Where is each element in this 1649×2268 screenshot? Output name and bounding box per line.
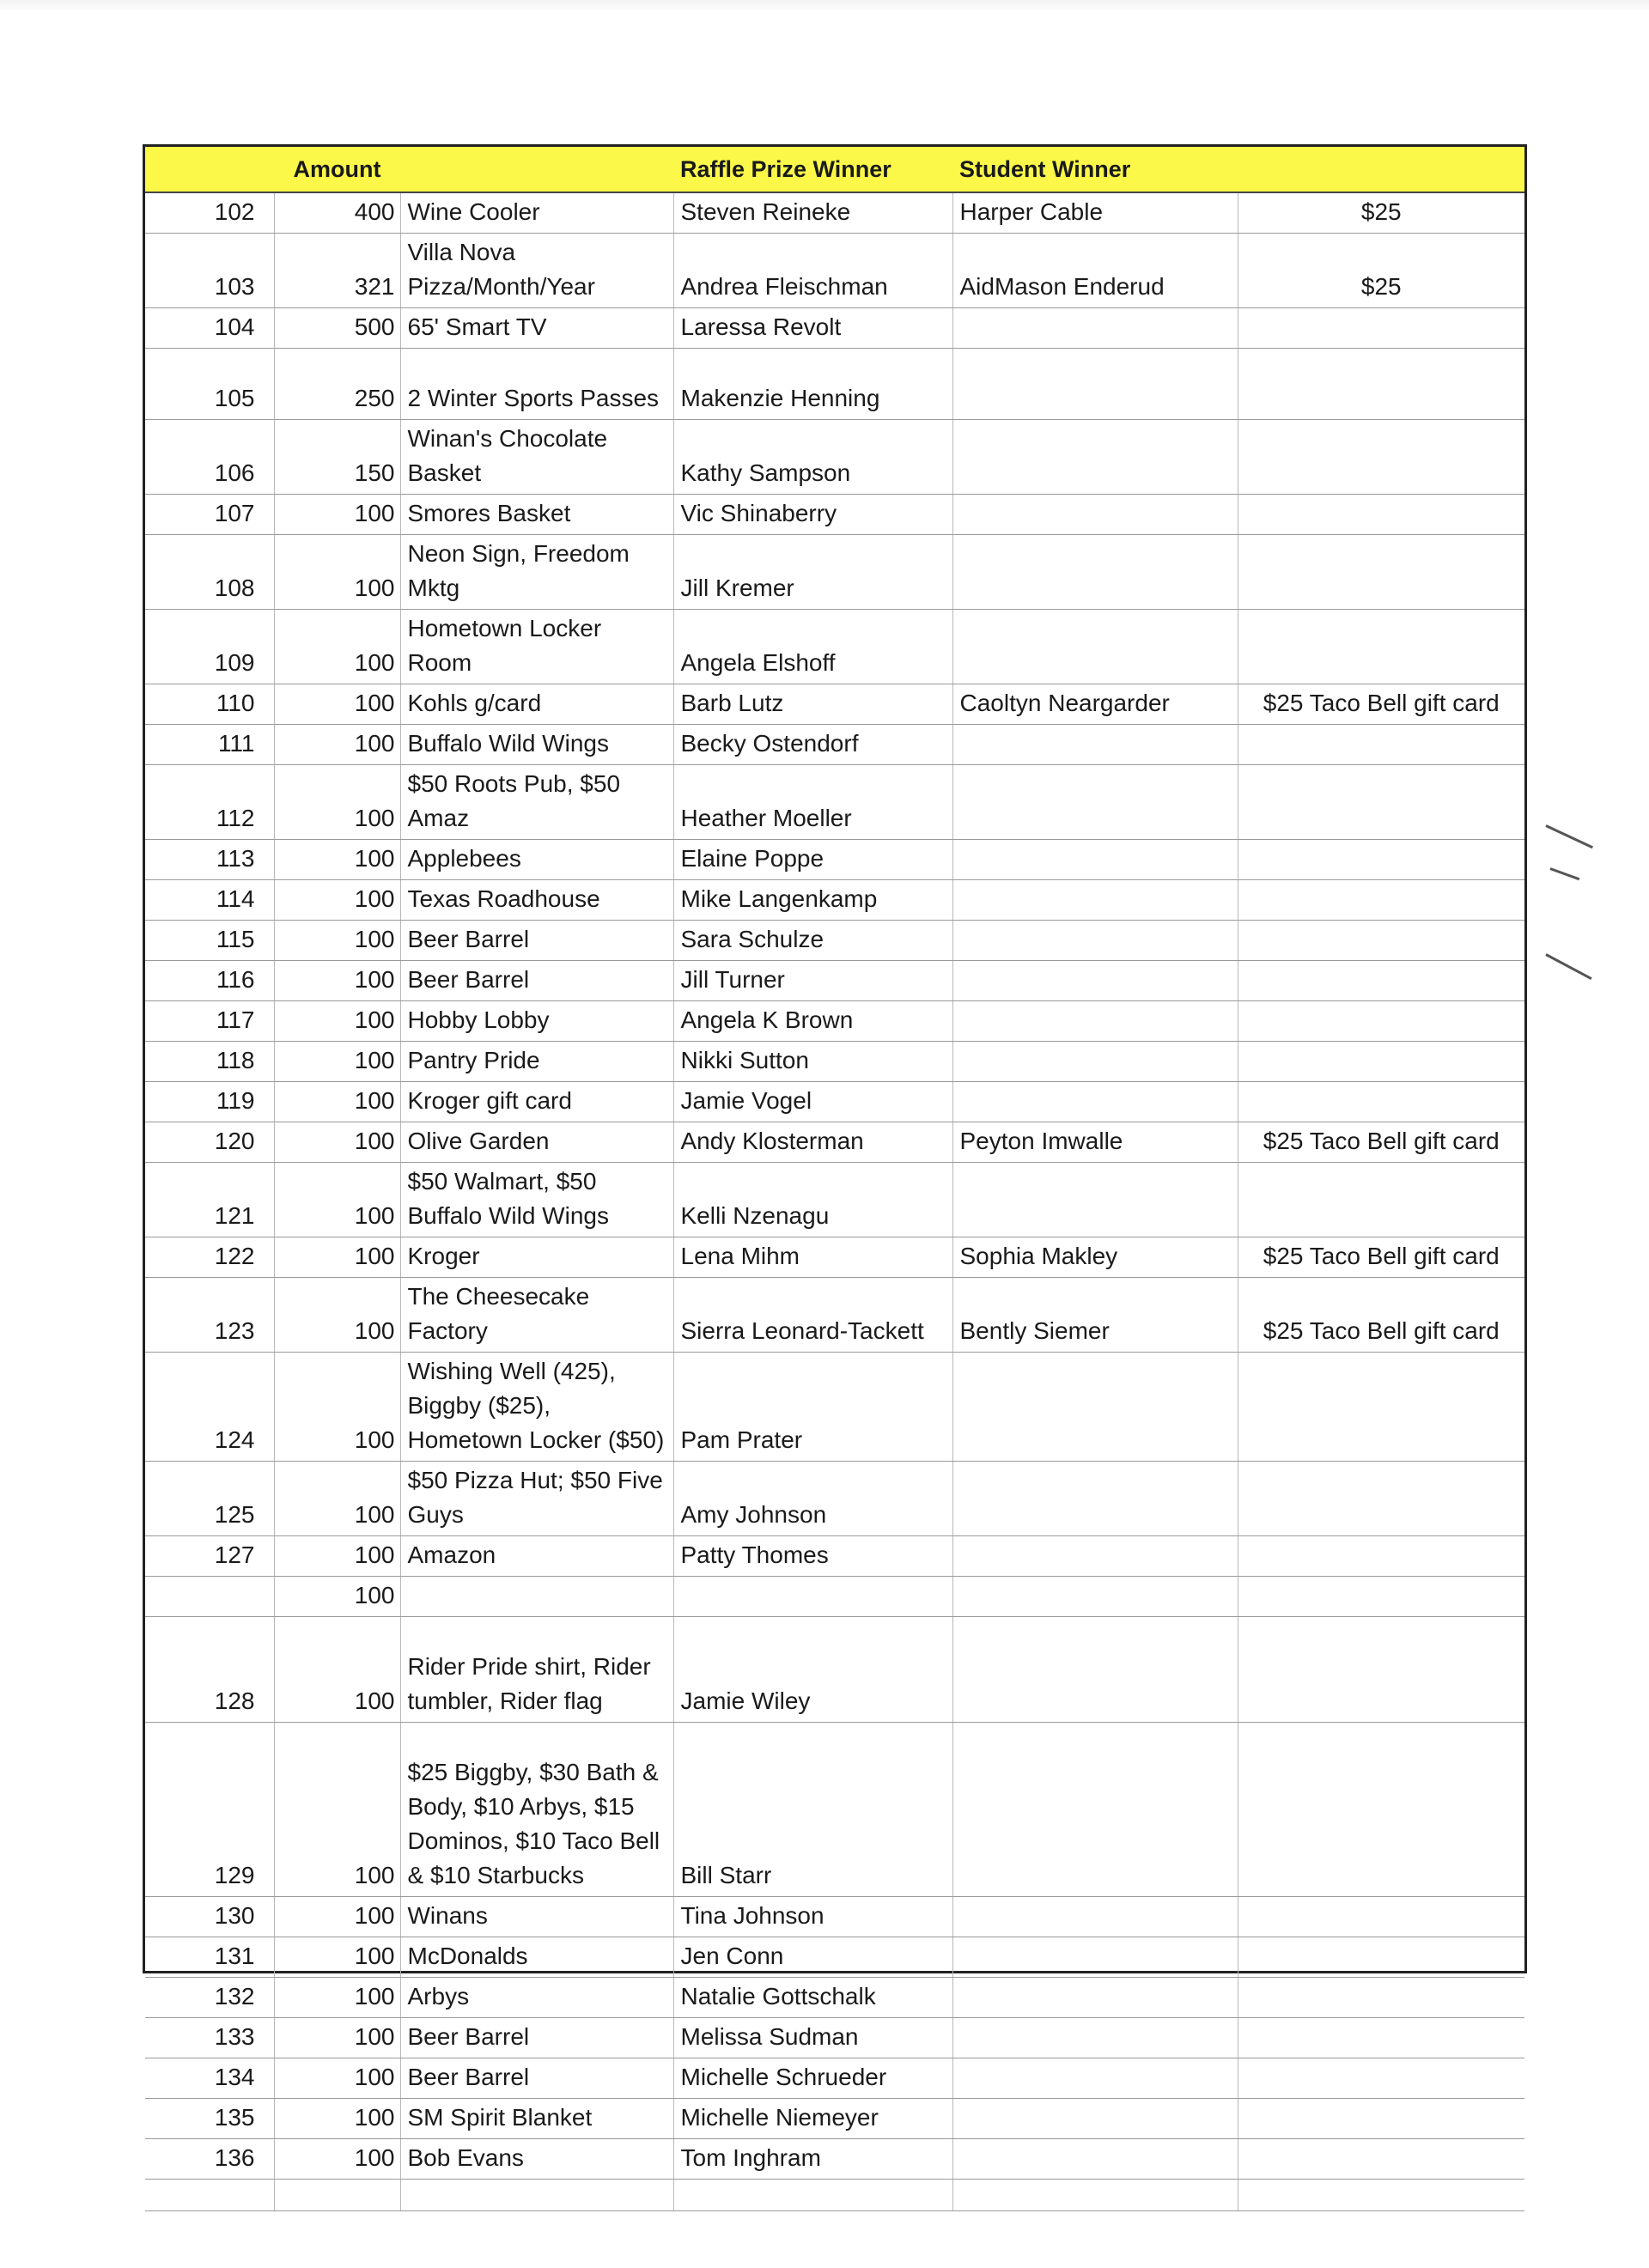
row-student-winner	[952, 2058, 1238, 2099]
row-student-winner	[952, 840, 1238, 880]
row-prize: Beer Barrel	[400, 2058, 673, 2099]
row-prize: Neon Sign, Freedom Mktg	[400, 535, 673, 610]
row-raffle-winner: Amy Johnson	[673, 1462, 952, 1536]
row-number: 110	[145, 684, 274, 725]
table-row	[145, 1042, 1524, 1082]
row-prize: $50 Pizza Hut; $50 Five Guys	[400, 1462, 673, 1536]
row-student-winner	[952, 921, 1238, 961]
row-amount: 100	[274, 1723, 400, 1897]
row-award	[1238, 961, 1524, 1001]
row-prize: Villa Nova Pizza/Month/Year	[400, 234, 673, 308]
row-award	[1238, 1978, 1524, 2018]
row-raffle-winner: Bill Starr	[673, 1723, 952, 1897]
row-number: 129	[145, 1723, 274, 1897]
row-prize: Beer Barrel	[400, 921, 673, 961]
row-number: 117	[145, 1001, 274, 1042]
row-amount: 100	[274, 1978, 400, 2018]
row-award: $25 Taco Bell gift card	[1238, 1237, 1524, 1278]
raffle-results-sheet	[143, 144, 1527, 2171]
row-award	[1238, 349, 1524, 420]
row-prize: 65' Smart TV	[400, 308, 673, 349]
row-raffle-winner: Michelle Schrueder	[673, 2058, 952, 2099]
table-row	[145, 1237, 1524, 1278]
row-number	[145, 2180, 274, 2211]
row-number: 135	[145, 2099, 274, 2139]
row-student-winner	[952, 308, 1238, 349]
row-student-winner: AidMason Enderud	[952, 234, 1238, 308]
row-student-winner	[952, 1577, 1238, 1617]
row-award: $25 Taco Bell gift card	[1238, 1278, 1524, 1353]
row-amount: 100	[274, 1536, 400, 1577]
row-award	[1238, 2018, 1524, 2058]
table-row	[145, 1536, 1524, 1577]
row-raffle-winner	[673, 2180, 952, 2211]
row-amount	[274, 2180, 400, 2211]
row-amount: 400	[274, 192, 400, 234]
row-amount: 100	[274, 535, 400, 610]
row-number: 105	[145, 349, 274, 420]
row-student-winner	[952, 535, 1238, 610]
row-amount: 100	[274, 1237, 400, 1278]
row-amount: 100	[274, 2139, 400, 2180]
row-student-winner: Harper Cable	[952, 192, 1238, 234]
row-prize: Winans	[400, 1897, 673, 1937]
row-student-winner	[952, 1042, 1238, 1082]
raffle-table	[145, 147, 1524, 2211]
row-student-winner	[952, 2018, 1238, 2058]
row-number: 114	[145, 880, 274, 921]
row-student-winner	[952, 1163, 1238, 1237]
row-number: 136	[145, 2139, 274, 2180]
table-row	[145, 234, 1524, 308]
row-student-winner	[952, 2099, 1238, 2139]
row-prize: Kohls g/card	[400, 684, 673, 725]
row-student-winner	[952, 610, 1238, 684]
row-student-winner	[952, 1536, 1238, 1577]
row-award	[1238, 1536, 1524, 1577]
row-student-winner	[952, 420, 1238, 495]
row-prize: Beer Barrel	[400, 2018, 673, 2058]
row-number: 107	[145, 495, 274, 535]
row-prize: Kroger	[400, 1237, 673, 1278]
table-row	[145, 535, 1524, 610]
row-amount: 100	[274, 961, 400, 1001]
row-award	[1238, 765, 1524, 840]
header-amount: Amount	[274, 147, 400, 192]
table-row	[145, 1278, 1524, 1353]
row-student-winner	[952, 961, 1238, 1001]
header-student-winner: Student Winner	[952, 147, 1238, 192]
header-row	[145, 147, 1524, 192]
row-raffle-winner: Laressa Revolt	[673, 308, 952, 349]
scan-mark	[1545, 953, 1591, 980]
row-prize: Arbys	[400, 1978, 673, 2018]
row-prize: Kroger gift card	[400, 1082, 673, 1122]
table-row	[145, 2139, 1524, 2180]
table-row	[145, 684, 1524, 725]
row-student-winner	[952, 1082, 1238, 1122]
row-award	[1238, 1163, 1524, 1237]
row-raffle-winner: Vic Shinaberry	[673, 495, 952, 535]
row-number: 130	[145, 1897, 274, 1937]
row-award	[1238, 1462, 1524, 1536]
table-row	[145, 961, 1524, 1001]
row-amount: 100	[274, 1001, 400, 1042]
row-raffle-winner: Patty Thomes	[673, 1536, 952, 1577]
row-prize: Texas Roadhouse	[400, 880, 673, 921]
row-number: 118	[145, 1042, 274, 1082]
row-amount: 100	[274, 1353, 400, 1462]
row-number: 120	[145, 1122, 274, 1163]
row-award	[1238, 2058, 1524, 2099]
row-student-winner	[952, 1001, 1238, 1042]
row-prize: Beer Barrel	[400, 961, 673, 1001]
header-raffle-winner: Raffle Prize Winner	[673, 147, 952, 192]
table-row	[145, 1978, 1524, 2018]
row-number	[145, 1577, 274, 1617]
row-award	[1238, 1617, 1524, 1723]
row-raffle-winner: Angela K Brown	[673, 1001, 952, 1042]
row-prize: $50 Roots Pub, $50 Amaz	[400, 765, 673, 840]
row-student-winner	[952, 765, 1238, 840]
row-prize: Smores Basket	[400, 495, 673, 535]
row-student-winner	[952, 2139, 1238, 2180]
row-student-winner	[952, 880, 1238, 921]
row-student-winner	[952, 2180, 1238, 2211]
row-prize	[400, 2180, 673, 2211]
table-row	[145, 765, 1524, 840]
row-amount: 100	[274, 880, 400, 921]
row-raffle-winner: Mike Langenkamp	[673, 880, 952, 921]
row-amount: 100	[274, 840, 400, 880]
row-student-winner	[952, 1462, 1238, 1536]
row-number: 108	[145, 535, 274, 610]
table-row	[145, 2099, 1524, 2139]
table-row	[145, 2058, 1524, 2099]
row-amount: 100	[274, 2099, 400, 2139]
row-award	[1238, 610, 1524, 684]
row-amount: 100	[274, 610, 400, 684]
row-amount: 250	[274, 349, 400, 420]
row-raffle-winner: Steven Reineke	[673, 192, 952, 234]
table-row	[145, 1897, 1524, 1937]
row-student-winner	[952, 1937, 1238, 1978]
row-raffle-winner: Makenzie Henning	[673, 349, 952, 420]
row-raffle-winner: Jamie Vogel	[673, 1082, 952, 1122]
row-award	[1238, 1001, 1524, 1042]
row-number: 121	[145, 1163, 274, 1237]
table-row	[145, 1122, 1524, 1163]
row-award	[1238, 1723, 1524, 1897]
row-raffle-winner: Natalie Gottschalk	[673, 1978, 952, 2018]
row-prize: $50 Walmart, $50 Buffalo Wild Wings	[400, 1163, 673, 1237]
row-prize: Applebees	[400, 840, 673, 880]
table-row	[145, 610, 1524, 684]
row-raffle-winner: Jill Kremer	[673, 535, 952, 610]
row-amount: 100	[274, 1577, 400, 1617]
row-award	[1238, 535, 1524, 610]
row-prize: SM Spirit Blanket	[400, 2099, 673, 2139]
table-row	[145, 2018, 1524, 2058]
table-row	[145, 1577, 1524, 1617]
row-raffle-winner: Nikki Sutton	[673, 1042, 952, 1082]
table-row	[145, 1462, 1524, 1536]
row-number: 125	[145, 1462, 274, 1536]
row-amount: 100	[274, 2018, 400, 2058]
row-raffle-winner: Barb Lutz	[673, 684, 952, 725]
table-row	[145, 349, 1524, 420]
row-number: 106	[145, 420, 274, 495]
table-row	[145, 495, 1524, 535]
row-amount: 100	[274, 1163, 400, 1237]
table-row	[145, 2180, 1524, 2211]
header-prize	[400, 147, 673, 192]
row-amount: 100	[274, 684, 400, 725]
scan-mark	[1545, 824, 1593, 848]
row-number: 134	[145, 2058, 274, 2099]
row-raffle-winner: Kathy Sampson	[673, 420, 952, 495]
table-row	[145, 1617, 1524, 1723]
row-raffle-winner: Jamie Wiley	[673, 1617, 952, 1723]
table-row	[145, 880, 1524, 921]
row-number: 111	[145, 725, 274, 765]
table-row	[145, 921, 1524, 961]
row-prize: $25 Biggby, $30 Bath & Body, $10 Arbys, $15 Dominos, $10 Taco Bell & $10 Starbucks	[400, 1723, 673, 1897]
row-raffle-winner: Michelle Niemeyer	[673, 2099, 952, 2139]
row-amount: 100	[274, 1937, 400, 1978]
row-number: 102	[145, 192, 274, 234]
row-number: 123	[145, 1278, 274, 1353]
row-raffle-winner: Jill Turner	[673, 961, 952, 1001]
row-prize: McDonalds	[400, 1937, 673, 1978]
row-number: 116	[145, 961, 274, 1001]
row-number: 109	[145, 610, 274, 684]
table-row	[145, 1723, 1524, 1897]
row-amount: 100	[274, 1082, 400, 1122]
row-number: 115	[145, 921, 274, 961]
row-number: 132	[145, 1978, 274, 2018]
row-student-winner	[952, 1978, 1238, 2018]
row-number: 124	[145, 1353, 274, 1462]
row-award	[1238, 2180, 1524, 2211]
row-raffle-winner: Lena Mihm	[673, 1237, 952, 1278]
row-amount: 321	[274, 234, 400, 308]
row-amount: 100	[274, 725, 400, 765]
row-award	[1238, 725, 1524, 765]
row-student-winner	[952, 725, 1238, 765]
row-number: 113	[145, 840, 274, 880]
row-number: 104	[145, 308, 274, 349]
row-student-winner: Sophia Makley	[952, 1237, 1238, 1278]
row-raffle-winner: Pam Prater	[673, 1353, 952, 1462]
row-prize: Hometown Locker Room	[400, 610, 673, 684]
row-raffle-winner: Sara Schulze	[673, 921, 952, 961]
row-amount: 100	[274, 1122, 400, 1163]
row-award	[1238, 840, 1524, 880]
header-num	[145, 147, 274, 192]
row-award	[1238, 1577, 1524, 1617]
row-prize: Wine Cooler	[400, 192, 673, 234]
row-award	[1238, 1897, 1524, 1937]
scan-mark	[1549, 867, 1579, 880]
row-raffle-winner	[673, 1577, 952, 1617]
row-student-winner	[952, 495, 1238, 535]
row-raffle-winner: Sierra Leonard-Tackett	[673, 1278, 952, 1353]
row-raffle-winner: Tina Johnson	[673, 1897, 952, 1937]
row-number: 119	[145, 1082, 274, 1122]
row-award: $25	[1238, 192, 1524, 234]
row-prize: Hobby Lobby	[400, 1001, 673, 1042]
row-award	[1238, 495, 1524, 535]
row-raffle-winner: Becky Ostendorf	[673, 725, 952, 765]
table-row	[145, 1937, 1524, 1978]
row-award	[1238, 1353, 1524, 1462]
row-student-winner: Caoltyn Neargarder	[952, 684, 1238, 725]
row-amount: 100	[274, 1897, 400, 1937]
row-amount: 100	[274, 2058, 400, 2099]
row-prize: Winan's Chocolate Basket	[400, 420, 673, 495]
table-row	[145, 840, 1524, 880]
row-student-winner: Bently Siemer	[952, 1278, 1238, 1353]
row-number: 103	[145, 234, 274, 308]
row-raffle-winner: Elaine Poppe	[673, 840, 952, 880]
row-amount: 100	[274, 1042, 400, 1082]
table-row	[145, 1163, 1524, 1237]
row-award	[1238, 1937, 1524, 1978]
row-award: $25 Taco Bell gift card	[1238, 1122, 1524, 1163]
row-student-winner	[952, 1723, 1238, 1897]
row-award	[1238, 880, 1524, 921]
row-prize: Amazon	[400, 1536, 673, 1577]
table-row	[145, 1082, 1524, 1122]
row-raffle-winner: Melissa Sudman	[673, 2018, 952, 2058]
row-prize: 2 Winter Sports Passes	[400, 349, 673, 420]
row-number: 131	[145, 1937, 274, 1978]
row-amount: 500	[274, 308, 400, 349]
table-row	[145, 192, 1524, 234]
row-award	[1238, 921, 1524, 961]
row-number: 133	[145, 2018, 274, 2058]
row-amount: 100	[274, 765, 400, 840]
row-number: 128	[145, 1617, 274, 1723]
row-award	[1238, 2099, 1524, 2139]
row-prize: Bob Evans	[400, 2139, 673, 2180]
row-raffle-winner: Heather Moeller	[673, 765, 952, 840]
row-prize: Pantry Pride	[400, 1042, 673, 1082]
row-award: $25 Taco Bell gift card	[1238, 684, 1524, 725]
table-row	[145, 1001, 1524, 1042]
row-number: 127	[145, 1536, 274, 1577]
row-prize: Wishing Well (425), Biggby ($25), Hometown Locker ($50)	[400, 1353, 673, 1462]
row-student-winner	[952, 349, 1238, 420]
row-prize	[400, 1577, 673, 1617]
row-raffle-winner: Kelli Nzenagu	[673, 1163, 952, 1237]
row-raffle-winner: Andy Klosterman	[673, 1122, 952, 1163]
table-row	[145, 725, 1524, 765]
table-row	[145, 420, 1524, 495]
row-number: 112	[145, 765, 274, 840]
row-award	[1238, 2139, 1524, 2180]
row-amount: 150	[274, 420, 400, 495]
row-award	[1238, 308, 1524, 349]
row-student-winner	[952, 1897, 1238, 1937]
row-award: $25	[1238, 234, 1524, 308]
row-raffle-winner: Jen Conn	[673, 1937, 952, 1978]
table-row	[145, 1353, 1524, 1462]
row-award	[1238, 1082, 1524, 1122]
row-prize: Olive Garden	[400, 1122, 673, 1163]
row-amount: 100	[274, 921, 400, 961]
scan-top-edge	[0, 0, 1649, 12]
row-number: 122	[145, 1237, 274, 1278]
row-amount: 100	[274, 495, 400, 535]
row-prize: The Cheesecake Factory	[400, 1278, 673, 1353]
header-award	[1238, 147, 1524, 192]
row-prize: Rider Pride shirt, Rider tumbler, Rider flag	[400, 1617, 673, 1723]
row-award	[1238, 1042, 1524, 1082]
row-raffle-winner: Angela Elshoff	[673, 610, 952, 684]
row-student-winner: Peyton Imwalle	[952, 1122, 1238, 1163]
row-prize: Buffalo Wild Wings	[400, 725, 673, 765]
row-raffle-winner: Andrea Fleischman	[673, 234, 952, 308]
row-student-winner	[952, 1353, 1238, 1462]
row-amount: 100	[274, 1278, 400, 1353]
row-award	[1238, 420, 1524, 495]
row-student-winner	[952, 1617, 1238, 1723]
row-amount: 100	[274, 1462, 400, 1536]
row-amount: 100	[274, 1617, 400, 1723]
row-raffle-winner: Tom Inghram	[673, 2139, 952, 2180]
table-row	[145, 308, 1524, 349]
